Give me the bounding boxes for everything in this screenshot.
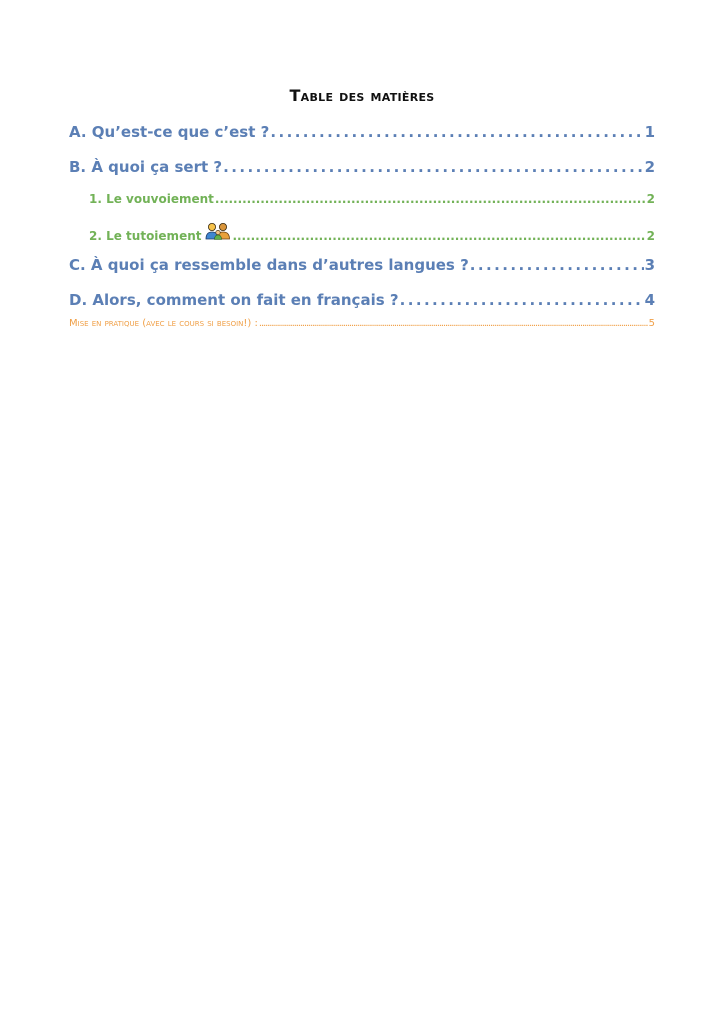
toc-leader	[215, 192, 646, 206]
toc-entry-a[interactable]	[69, 123, 655, 141]
toc-entry-mise-en-pratique[interactable]	[69, 318, 655, 329]
toc-leader	[223, 158, 643, 176]
toc-entry-label: B. À quoi ça sert ?	[69, 158, 223, 176]
toc-entry-label: 2. Le tutoiement	[89, 229, 202, 243]
toc-entry-label: Mise en pratique (avec le cours si besoin!) :	[69, 318, 258, 329]
toc-leader	[470, 256, 644, 274]
toc-leader	[232, 229, 645, 243]
toc-page-number: 2	[646, 229, 655, 243]
toc-entry-b2[interactable]	[89, 222, 655, 243]
toc-page-number: 4	[644, 291, 655, 309]
toc-entry-d[interactable]	[69, 291, 655, 309]
toc-page-number: 2	[646, 192, 655, 206]
toc-entry-b1[interactable]	[89, 192, 655, 206]
toc-entry-label: 1. Le vouvoiement	[89, 192, 214, 206]
toc-entry-label: D. Alors, comment on fait en français ?	[69, 291, 399, 309]
toc-page-number: 1	[644, 123, 655, 141]
toc-entry-b[interactable]	[69, 158, 655, 176]
people-group-icon	[205, 222, 231, 240]
toc-page-number: 5	[648, 318, 655, 329]
toc-entry-label: A. Qu’est-ce que c’est ?	[69, 123, 270, 141]
toc-entry-label: C. À quoi ça ressemble dans d’autres langues ?	[69, 256, 469, 274]
toc-leader	[400, 291, 644, 309]
toc-page-number: 2	[644, 158, 655, 176]
toc-page-number: 3	[644, 256, 655, 274]
toc-leader	[259, 318, 648, 329]
toc-leader	[270, 123, 643, 141]
toc-entry-c[interactable]	[69, 256, 655, 274]
toc-title: Table des matières	[289, 86, 435, 105]
